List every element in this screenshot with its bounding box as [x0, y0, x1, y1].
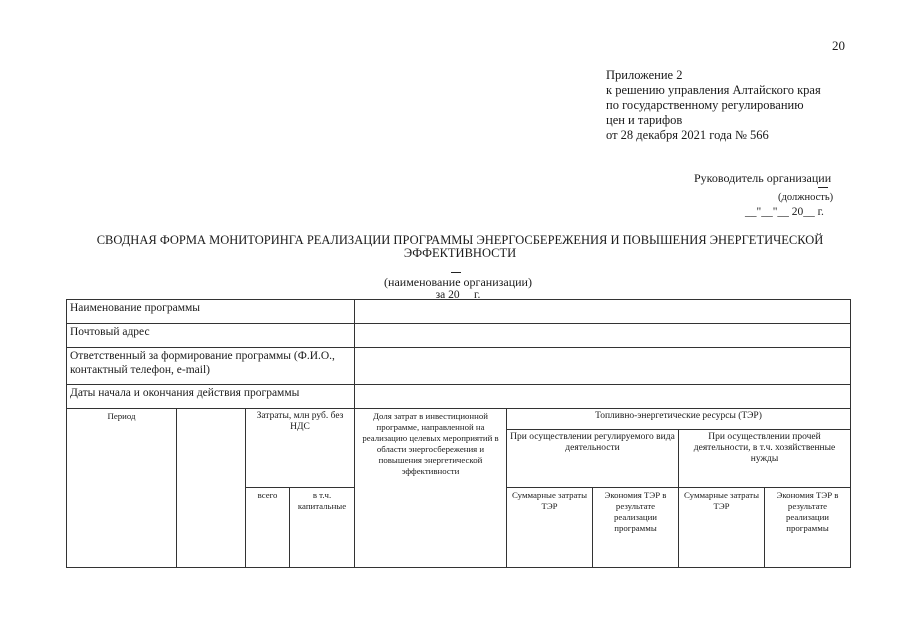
info-row-value — [354, 384, 851, 409]
info-row-label: Почтовый адрес — [66, 323, 355, 348]
appendix-line: цен и тарифов — [606, 113, 683, 127]
header-regulated-activity: При осуществлении регулируемого вида деятельности — [506, 429, 679, 488]
appendix-line: Приложение 2 — [606, 68, 683, 82]
position-label: (должность) — [778, 192, 834, 203]
info-row-value — [354, 299, 851, 324]
approval-date-line: __"__"__ 20__ г. — [745, 206, 824, 218]
header-investment-share: Доля затрат в инвестиционной программе, направленной на реализацию целевых мероприятий в области энергосбережения и повышения энергетической эффективности — [354, 408, 507, 568]
header-blank — [176, 408, 246, 568]
page-number: 20 — [832, 38, 845, 53]
appendix-line: от 28 декабря 2021 года № 566 — [606, 128, 769, 142]
header-period: Период — [66, 408, 177, 568]
info-row-value — [354, 323, 851, 348]
organization-name-label: (наименование организации) — [384, 275, 532, 289]
appendix-block — [606, 68, 821, 143]
info-row-label: Ответственный за формирование программы (Ф.И.О., контактный телефон, e-mail) — [66, 347, 355, 385]
position-signature-line — [818, 187, 828, 188]
report-period-label: за 20__ г. — [435, 289, 481, 301]
head-of-organization-label: Руководитель организации — [694, 171, 832, 185]
header-costs-capital: в т.ч. капитальные — [289, 487, 355, 568]
header-ter-economy: Экономия ТЭР в результате реализации программы — [592, 487, 679, 568]
header-ter: Топливно-энергетические ресурсы (ТЭР) — [506, 408, 851, 430]
header-other-activity: При осуществлении прочей деятельности, в т.ч. хозяйственные нужды — [678, 429, 851, 488]
document-title: СВОДНАЯ ФОРМА МОНИТОРИНГА РЕАЛИЗАЦИИ ПРОГРАММЫ ЭНЕРГОСБЕРЕЖЕНИЯ И ПОВЫШЕНИЯ ЭНЕРГЕТИЧЕСКОЙ ЭФФЕКТИВНОСТИ — [96, 233, 824, 260]
header-total-ter: Суммарные затраты ТЭР — [678, 487, 765, 568]
header-costs-total: всего — [245, 487, 290, 568]
header-costs: Затраты, млн руб. без НДС — [245, 408, 355, 488]
info-row-label: Наименование программы — [66, 299, 355, 324]
appendix-line: к решению управления Алтайского края — [606, 83, 821, 97]
organization-name-line — [451, 272, 461, 273]
info-row-value — [354, 347, 851, 385]
header-ter-economy: Экономия ТЭР в результате реализации программы — [764, 487, 851, 568]
appendix-line: по государственному регулированию — [606, 98, 804, 112]
info-row-label: Даты начала и окончания действия программы — [66, 384, 355, 409]
header-total-ter: Суммарные затраты ТЭР — [506, 487, 593, 568]
